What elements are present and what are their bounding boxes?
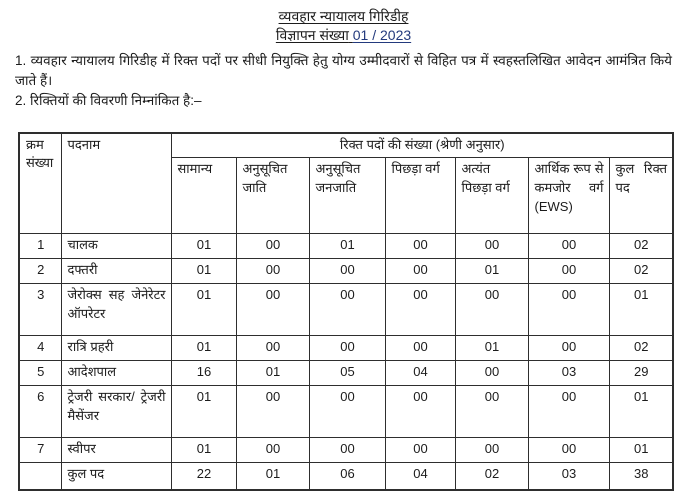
value-cell: 00 (236, 284, 309, 336)
value-cell: 05 (309, 361, 385, 386)
value-cell: 00 (528, 438, 609, 463)
value-cell: 01 (236, 361, 309, 386)
value-cell: 01 (609, 386, 673, 438)
serial-cell: 4 (19, 336, 61, 361)
post-name-cell: दफ्तरी (61, 259, 171, 284)
value-cell: 00 (385, 284, 455, 336)
value-cell: 00 (528, 386, 609, 438)
value-cell: 00 (309, 386, 385, 438)
post-name-cell: स्वीपर (61, 438, 171, 463)
table-row (19, 438, 673, 463)
header-category-bc: पिछड़ा वर्ग (385, 158, 455, 234)
serial-cell: 7 (19, 438, 61, 463)
value-cell: 00 (309, 336, 385, 361)
post-name-cell: चालक (61, 234, 171, 259)
value-cell: 00 (455, 234, 528, 259)
vacancy-table (18, 132, 674, 491)
value-cell: 01 (171, 438, 236, 463)
value-cell: 00 (455, 386, 528, 438)
value-cell: 00 (236, 259, 309, 284)
header-serial: क्रम संख्या (19, 133, 61, 234)
value-cell: 00 (236, 336, 309, 361)
value-cell: 16 (171, 361, 236, 386)
value-cell: 01 (455, 336, 528, 361)
total-value-cell: 38 (609, 463, 673, 490)
value-cell: 00 (528, 284, 609, 336)
paragraph-2: 2. रिक्तियों की विवरणी निम्नांकित है:– (15, 93, 202, 109)
value-cell: 00 (455, 284, 528, 336)
value-cell: 00 (385, 438, 455, 463)
value-cell: 01 (171, 259, 236, 284)
table-row (19, 259, 673, 284)
table-row (19, 386, 673, 438)
header-category-general: सामान्य (171, 158, 236, 234)
value-cell: 00 (455, 361, 528, 386)
total-value-cell: 06 (309, 463, 385, 490)
value-cell: 00 (236, 386, 309, 438)
total-value-cell: 04 (385, 463, 455, 490)
value-cell: 00 (309, 284, 385, 336)
total-value-cell: 22 (171, 463, 236, 490)
serial-cell (19, 463, 61, 490)
post-name-cell: ट्रेजरी सरकार/ ट्रेजरी मैसेंजर (61, 386, 171, 438)
header-category-st: अनुसूचित जनजाति (309, 158, 385, 234)
advertisement-line (15, 26, 672, 45)
table-row (19, 361, 673, 386)
advert-label: विज्ञापन संख्या (275, 26, 349, 43)
total-label-cell: कुल पद (61, 463, 171, 490)
post-name-cell: रात्रि प्रहरी (61, 336, 171, 361)
serial-cell: 3 (19, 284, 61, 336)
value-cell: 00 (528, 336, 609, 361)
total-value-cell: 01 (236, 463, 309, 490)
table-row (19, 284, 673, 336)
serial-cell: 1 (19, 234, 61, 259)
value-cell: 00 (385, 386, 455, 438)
table-row (19, 234, 673, 259)
post-name-cell: आदेशपाल (61, 361, 171, 386)
value-cell: 29 (609, 361, 673, 386)
value-cell: 01 (171, 386, 236, 438)
value-cell: 04 (385, 361, 455, 386)
header-vacancy-group: रिक्त पदों की संख्या (श्रेणी अनुसार) (171, 133, 673, 158)
value-cell: 00 (309, 259, 385, 284)
intro-paragraphs (15, 51, 672, 112)
serial-cell: 5 (19, 361, 61, 386)
court-name-text: व्यवहार न्यायालय गिरिडीह (278, 8, 409, 24)
value-cell: 02 (609, 336, 673, 361)
header-post-name: पदनाम (61, 133, 171, 234)
total-row (19, 463, 673, 490)
total-value-cell: 02 (455, 463, 528, 490)
value-cell: 01 (171, 234, 236, 259)
value-cell: 01 (609, 284, 673, 336)
total-value-cell: 03 (528, 463, 609, 490)
serial-cell: 2 (19, 259, 61, 284)
value-cell: 01 (171, 284, 236, 336)
header-category-sc: अनुसूचित जाति (236, 158, 309, 234)
post-name-cell: जेरोक्स सह जेनेरेटर ऑपरेटर (61, 284, 171, 336)
value-cell: 01 (309, 234, 385, 259)
value-cell: 00 (236, 234, 309, 259)
header-row-group (19, 133, 673, 158)
value-cell: 01 (609, 438, 673, 463)
header-category-ebc: अत्यंत पिछड़ा वर्ग (455, 158, 528, 234)
page-title (15, 7, 672, 26)
header-category-total: कुल रिक्त पद (609, 158, 673, 234)
value-cell: 03 (528, 361, 609, 386)
value-cell: 00 (528, 259, 609, 284)
advert-number: 01 / 2023 (352, 26, 412, 43)
value-cell: 00 (455, 438, 528, 463)
table-row (19, 336, 673, 361)
paragraph-1: 1. व्यवहार न्यायालय गिरिडीह में रिक्त पदों पर सीधी नियुक्ति हेतु योग्य उम्मीदवारों से विहित पत्र में स्वहस्तलिखित आवेदन आमंत्रित किये जाते हैं। (15, 52, 672, 89)
serial-cell: 6 (19, 386, 61, 438)
value-cell: 02 (609, 259, 673, 284)
value-cell: 00 (385, 336, 455, 361)
value-cell: 01 (171, 336, 236, 361)
value-cell: 00 (385, 259, 455, 284)
header-category-ews: आर्थिक रूप से कमजोर वर्ग (EWS) (528, 158, 609, 234)
value-cell: 00 (528, 234, 609, 259)
value-cell: 01 (455, 259, 528, 284)
value-cell: 02 (609, 234, 673, 259)
value-cell: 00 (309, 438, 385, 463)
value-cell: 00 (385, 234, 455, 259)
value-cell: 00 (236, 438, 309, 463)
